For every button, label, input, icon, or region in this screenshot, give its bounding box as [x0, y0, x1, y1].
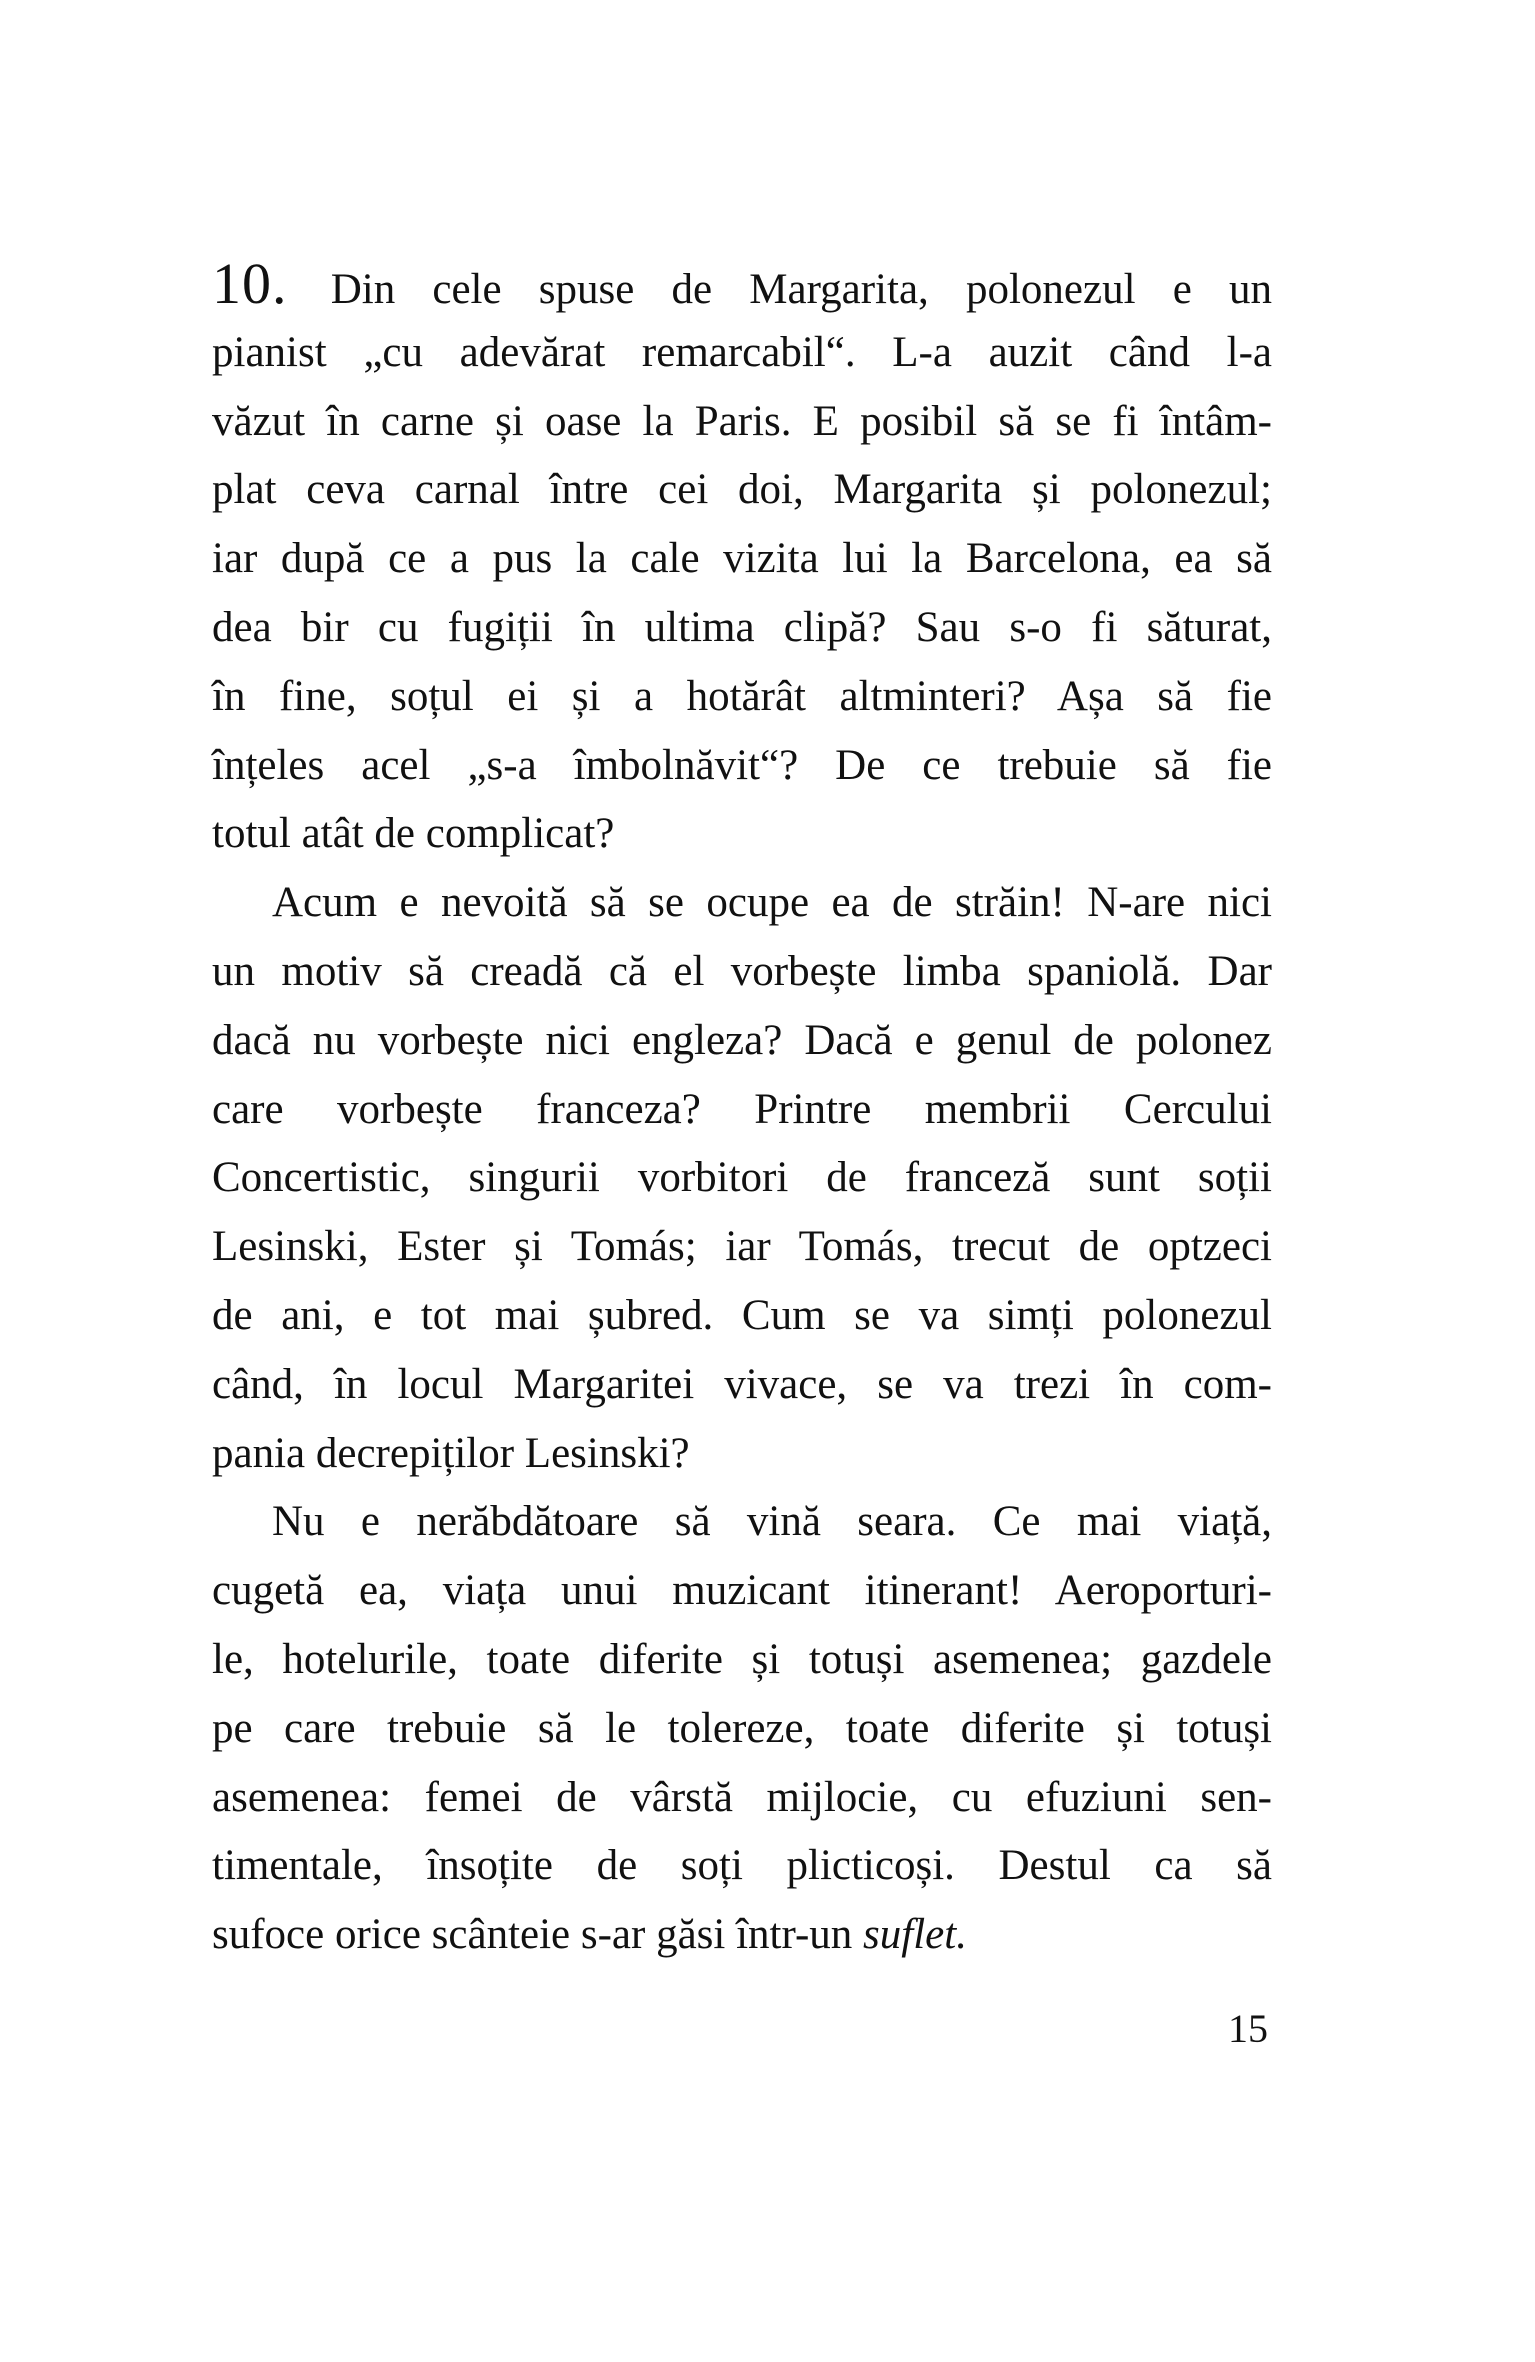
text-line [212, 1764, 1272, 1833]
text-line [212, 1007, 1272, 1076]
line-text: Nu e nerăbdătoare să vină seara. Ce mai viață, [272, 1498, 1272, 1546]
text-line [212, 1695, 1272, 1764]
text-line [212, 732, 1272, 801]
line-text: Lesinski, Ester și Tomás; iar Tomás, trecut de optzeci [212, 1223, 1272, 1271]
text-line [212, 319, 1272, 388]
line-text: pianist „cu adevărat remarcabil“. L-a auzit când l-a [212, 328, 1272, 376]
text-line [212, 1076, 1272, 1145]
line-text: Acum e nevoită să se ocupe ea de străin! N-are nici [272, 879, 1272, 927]
line-text: dacă nu vorbește nici engleza? Dacă e genul de polonez [212, 1016, 1272, 1064]
line-text: când, în locul Margaritei vivace, se va trezi în com- [212, 1360, 1272, 1408]
text-line [212, 800, 1272, 869]
section-number: 10. [212, 251, 288, 316]
text-line [212, 1626, 1272, 1695]
line-text: totul atât de complicat? [212, 810, 615, 858]
text-line [212, 1144, 1272, 1213]
text-line [212, 869, 1272, 938]
text-line [212, 1557, 1272, 1626]
line-text: un motiv să creadă că el vorbește limba spaniolă. Dar [212, 947, 1272, 995]
page-number: 15 [1228, 2006, 1268, 2051]
line-text: timentale, însoțite de soți plicticoși. Destul ca să [212, 1842, 1272, 1890]
text-line [212, 250, 1272, 319]
line-text: sufoce orice scânteie s-ar găsi într-un [212, 1911, 853, 1959]
line-text: pania decrepiților Lesinski? [212, 1429, 690, 1477]
line-text: în fine, soțul ei și a hotărât altminteri? Așa să fie [212, 672, 1272, 720]
line-text: care vorbește franceza? Printre membrii Cercului [212, 1085, 1272, 1133]
line-text: de ani, e tot mai șubred. Cum se va simți polonezul [212, 1291, 1272, 1339]
body-text [212, 250, 1272, 1970]
text-line [212, 1282, 1272, 1351]
line-text: dea bir cu fugiții în ultima clipă? Sau s-o fi săturat, [212, 603, 1272, 651]
line-text: Concertistic, singurii vorbitori de franceză sunt soții [212, 1154, 1272, 1202]
line-text: plat ceva carnal între cei doi, Margarita și polonezul; [212, 466, 1272, 514]
line-text: cugetă ea, viața unui muzicant itinerant! Aeroporturi- [212, 1567, 1272, 1615]
line-text: iar după ce a pus la cale vizita lui la Barcelona, ea să [212, 535, 1272, 583]
text-line [212, 525, 1272, 594]
text-line [212, 1901, 1272, 1970]
text-line [212, 1213, 1272, 1282]
text-line [212, 1832, 1272, 1901]
text-line [212, 1488, 1272, 1557]
text-line [212, 1351, 1272, 1420]
text-line [212, 663, 1272, 732]
italic-word: suflet. [863, 1911, 967, 1959]
line-text: le, hotelurile, toate diferite și totuși asemenea; gazdele [212, 1635, 1272, 1683]
text-line [212, 1420, 1272, 1489]
text-line [212, 456, 1272, 525]
text-line [212, 388, 1272, 457]
line-text: înțeles acel „s-a îmbolnăvit“? De ce trebuie să fie [212, 741, 1272, 789]
line-text: Din cele spuse de Margarita, polonezul e un [330, 266, 1272, 313]
text-line [212, 938, 1272, 1007]
line-text: văzut în carne și oase la Paris. E posibil să se fi întâm- [212, 397, 1272, 445]
line-text: pe care trebuie să le tolereze, toate diferite și totuși [212, 1704, 1272, 1752]
line-text: asemenea: femei de vârstă mijlocie, cu efuziuni sen- [212, 1773, 1272, 1821]
text-line [212, 594, 1272, 663]
